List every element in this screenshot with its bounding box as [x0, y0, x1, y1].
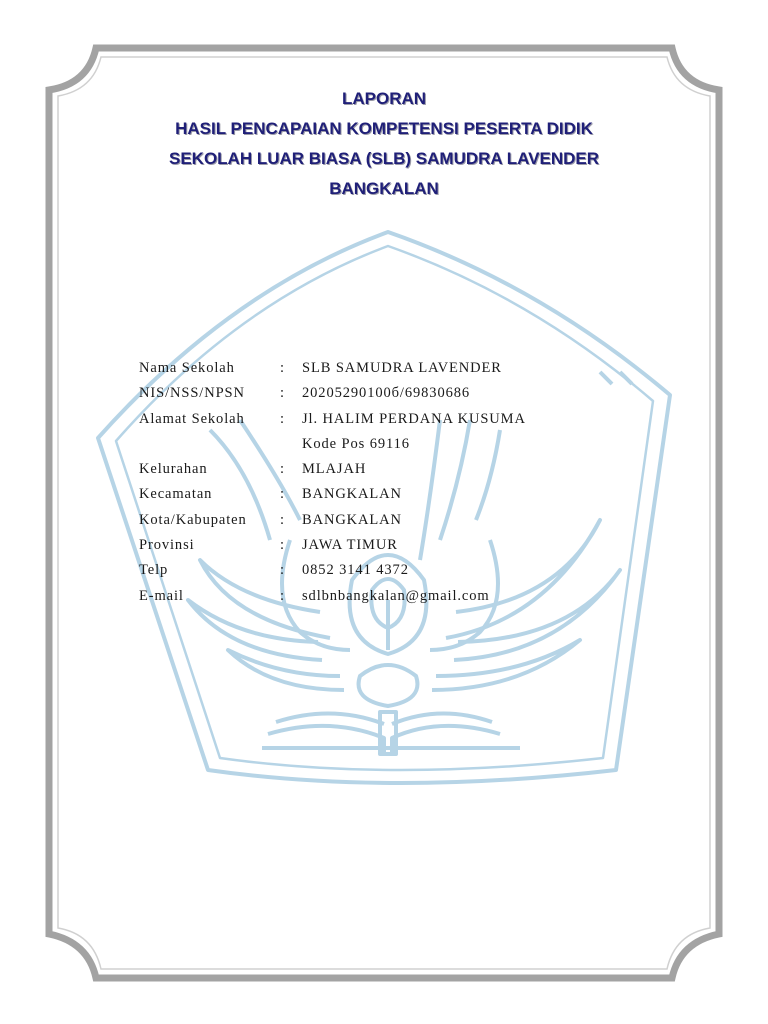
identity-colon: :	[280, 537, 285, 554]
title-line-subject: HASIL PENCAPAIAN KOMPETENSI PESERTA DIDIK	[175, 119, 593, 138]
identity-value: JAWA TIMUR	[302, 537, 398, 554]
identity-value: SLB SAMUDRA LAVENDER	[302, 360, 502, 376]
title-line-laporan: LAPORAN	[341, 89, 427, 108]
identity-label: Alamat Sekolah	[139, 410, 245, 427]
identity-label: Kelurahan	[139, 461, 208, 478]
identity-value: Kode Pos 69116	[302, 435, 410, 452]
title-line-city: BANGKALAN	[329, 179, 439, 198]
title-line-school: SEKOLAH LUAR BIASA (SLB) SAMUDRA LAVENDER	[168, 149, 600, 168]
identity-label: Telp	[139, 562, 169, 579]
identity-colon: :	[280, 410, 285, 427]
identity-colon: :	[280, 385, 285, 402]
identity-colon: :	[280, 562, 285, 579]
identity-value: sdlbnbangkalan@gmail.com	[302, 587, 490, 604]
identity-label: Kota/Kabupaten	[139, 511, 247, 528]
identity-label: Nama Sekolah	[139, 360, 235, 376]
identity-value: Jl. HALIM PERDANA KUSUMA	[302, 410, 526, 427]
identity-value: 0852 3141 4372	[302, 562, 409, 579]
identity-label: E-mail	[139, 587, 184, 604]
identity-value: MLAJAH	[302, 461, 367, 478]
identity-colon: :	[280, 587, 285, 604]
identity-label: Provinsi	[139, 537, 195, 554]
identity-value: 20205290100б/69830686	[302, 385, 471, 402]
identity-value: BANGKALAN	[302, 486, 402, 503]
identity-colon: :	[280, 360, 285, 376]
identity-colon: :	[280, 511, 285, 528]
identity-colon: :	[280, 486, 285, 503]
report-title	[0, 88, 768, 208]
identity-colon: :	[280, 461, 285, 478]
identity-label: NIS/NSS/NPSN	[139, 385, 245, 402]
identity-label: Kecamatan	[139, 486, 213, 503]
identity-value: BANGKALAN	[302, 511, 402, 528]
